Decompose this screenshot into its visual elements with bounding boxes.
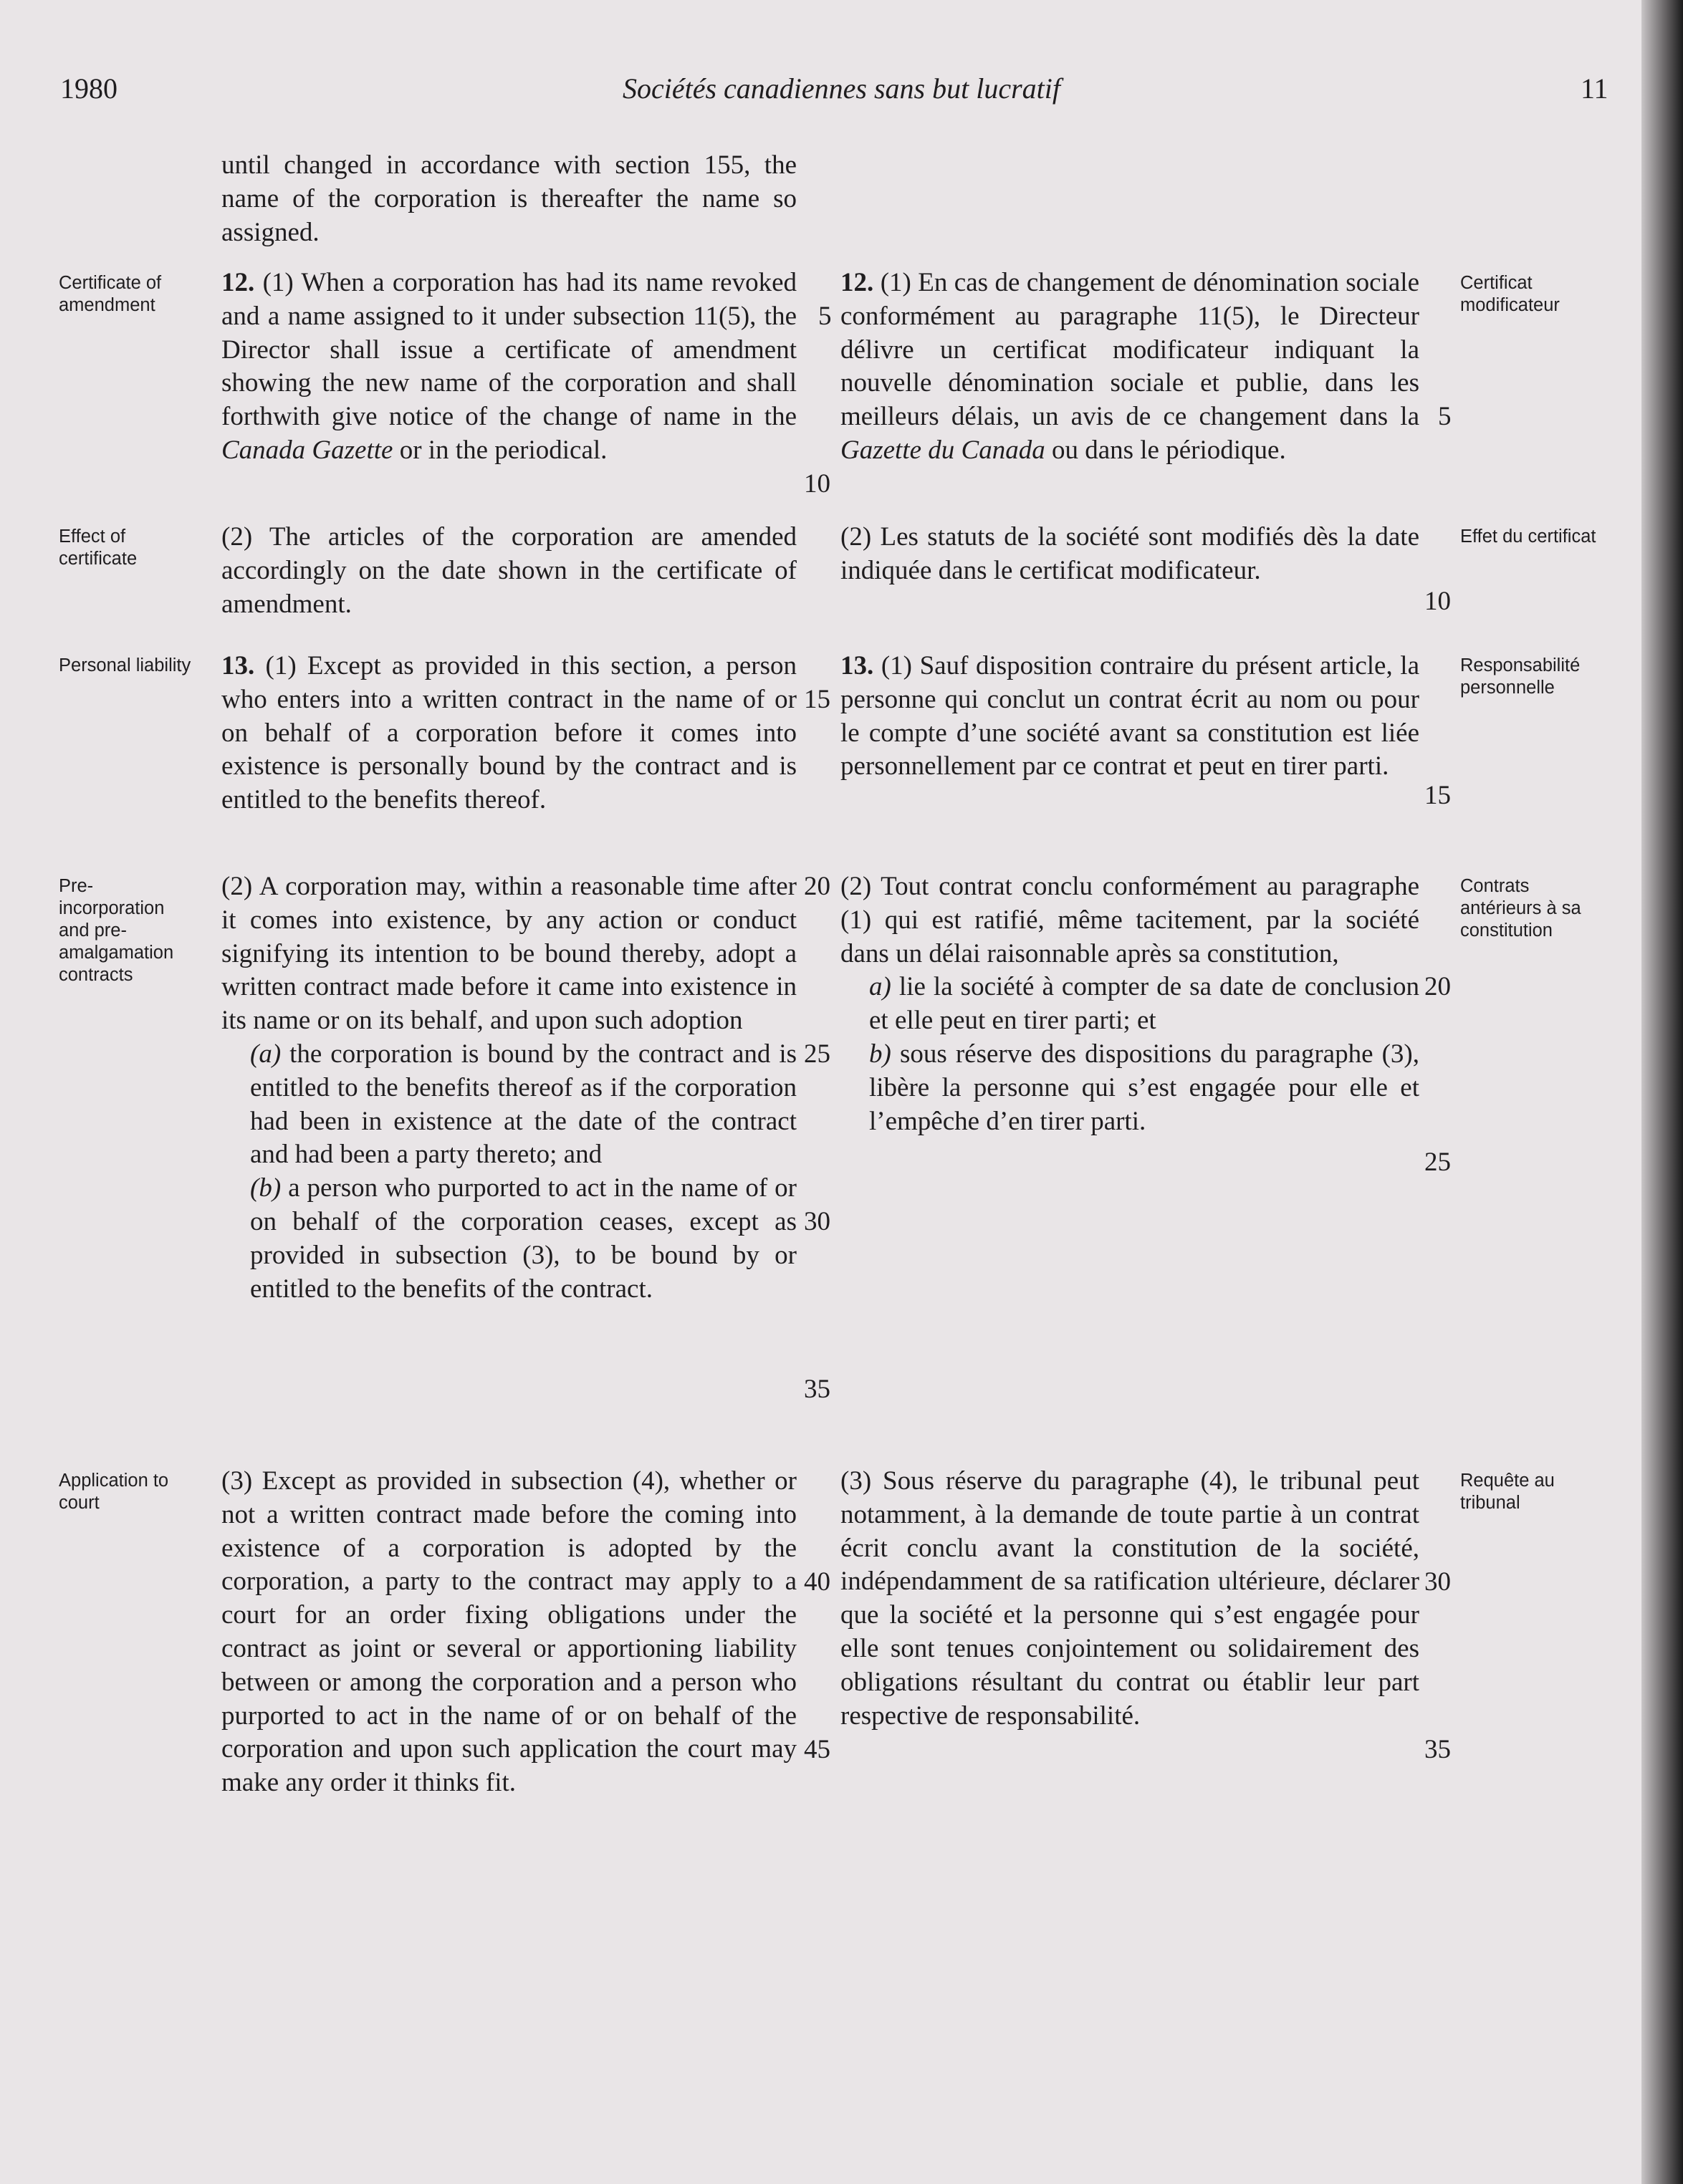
fr-s12-1-text: (1) En cas de changement de dénomination sociale conformément au paragraphe 11(5), le Directeur délivre un certificat modificateur indiquant la nouvelle dénomination sociale et publie, dans les meilleurs délais, un avis de ce changement dans la xyxy=(840,268,1419,432)
en-section-13-2: (2) A corporation may, within a reasonable time after it comes into existence, by any action or conduct signifying its intention to be bound thereby, adopt a written contract made before it came into existence in its name or on its behalf, and upon such adoption xyxy=(221,872,797,1036)
fr-s13-2-b-mark: b) xyxy=(869,1039,891,1069)
en-section-13-2-a xyxy=(221,1038,797,1172)
header-year: 1980 xyxy=(60,72,118,105)
fr-section-13-3: (3) Sous réserve du paragraphe (4), le tribunal peut notamment, à la demande de toute partie à un contrat écrit conclu avant la constitution de la société, indépendamment de sa ratification ultérieure, déclarer que la société et la personne qui s’est engagée pour elle sont tenues conjointement ou solidairement des obligations résultant du contrat ou établir leur part respective de responsabilité. xyxy=(840,1466,1419,1731)
line-number-en-20: 20 xyxy=(804,872,830,901)
fr-s12-1-publication: Gazette du Canada xyxy=(840,435,1045,465)
fr-s13-2-a-mark: a) xyxy=(869,972,891,1002)
line-number-fr-20: 20 xyxy=(1424,972,1451,1001)
fr-s13-number: 13. xyxy=(840,651,874,680)
fr-s13-2-a-text: lie la société à compter de sa date de conclusion et elle peut en tirer parti; et xyxy=(869,972,1420,1036)
margin-note-pre-incorporation-contracts: Pre-incorporation and pre-amalgamation contracts xyxy=(59,876,174,985)
margin-note-certificat-modificateur: Certificat modificateur xyxy=(1460,273,1560,315)
line-number-fr-10: 10 xyxy=(1424,587,1451,616)
fr-section-13-2-a xyxy=(840,971,1419,1038)
fr-section-12-2: (2) Les statuts de la société sont modifiés dès la date indiquée dans le certificat modificateur. xyxy=(840,522,1419,585)
en-section-13-3-block xyxy=(221,1465,797,1800)
en-s13-2-a-text: the corporation is bound by the contract and is entitled to the benefits thereof as if the corporation had been in existence at the date of the contract and had been a party thereto; and xyxy=(250,1039,797,1170)
margin-note-certificate-of-amendment: Certificate of amendment xyxy=(59,273,162,315)
margin-note-contrats-anterieurs: Contrats antérieurs à sa constitution xyxy=(1460,876,1581,941)
page-edge-shadow xyxy=(1641,0,1683,2184)
en-section-13-2-block xyxy=(221,870,797,1306)
line-number-en-15: 15 xyxy=(804,685,830,714)
fr-s12-number: 12. xyxy=(840,268,874,297)
en-s12-1-publication: Canada Gazette xyxy=(221,435,393,465)
en-section-13-2-b xyxy=(221,1172,797,1306)
en-s12-1-end: or in the periodical. xyxy=(399,435,608,465)
margin-note-personal-liability: Personal liability xyxy=(59,655,191,675)
en-s13-2-a-mark: (a) xyxy=(250,1039,282,1069)
margin-note-responsabilite-personnelle: Responsabilité personnelle xyxy=(1460,655,1581,698)
en-s13-1-text: (1) Except as provided in this section, a person who enters into a written contract in the name of or on behalf of a corporation before it comes into existence is personally bound by the contract and is entitled to the benefits thereof. xyxy=(221,651,797,815)
fr-section-13-2-block xyxy=(840,870,1419,1138)
en-section-12-2: (2) The articles of the corporation are amended accordingly on the date shown in the certificate of amendment. xyxy=(221,522,797,619)
line-number-en-30: 30 xyxy=(804,1207,830,1236)
en-section-13-1 xyxy=(221,650,797,817)
en-s13-2-b-text: a person who purported to act in the name of or on behalf of the corporation ceases, except as provided in subsection (3), to be bound by or entitled to the benefits of the contract. xyxy=(250,1173,797,1304)
line-number-fr-30: 30 xyxy=(1424,1567,1451,1597)
line-number-en-25: 25 xyxy=(804,1039,830,1069)
margin-note-application-to-court: Application to court xyxy=(59,1471,169,1513)
fr-section-13-1-block xyxy=(840,650,1419,784)
english-column xyxy=(221,149,797,249)
fr-section-12-1-block xyxy=(840,266,1419,468)
line-number-en-45: 45 xyxy=(804,1735,830,1764)
fr-section-12-1 xyxy=(840,266,1419,468)
margin-note-effet-du-certificat: Effet du certificat xyxy=(1460,526,1596,547)
line-number-fr-25: 25 xyxy=(1424,1148,1451,1177)
line-number-fr-15: 15 xyxy=(1424,781,1451,810)
fr-section-13-2-b xyxy=(840,1038,1419,1138)
en-section-13-3: (3) Except as provided in subsection (4), whether or not a written contract made before the coming into existence of a corporation is adopted by the corporation, a party to the contract may apply to a court for an order fixing obligations under the contract as joint or several or apportioning liability between or among the corporation and a person who purported to act in the name of or on behalf of the corporation and upon such application the court may make any order it thinks fit. xyxy=(221,1466,797,1798)
line-number-en-35: 35 xyxy=(804,1375,830,1404)
line-number-en-5: 5 xyxy=(818,302,832,331)
en-s12-number: 12. xyxy=(221,268,255,297)
en-section-12-1 xyxy=(221,266,797,468)
en-s13-number: 13. xyxy=(221,651,255,680)
fr-section-13-2: (2) Tout contrat conclu conformément au paragraphe (1) qui est ratifié, même tacitement, par la société dans un délai raisonnable après sa constitution, xyxy=(840,872,1419,968)
margin-note-effect-of-certificate: Effect of certificate xyxy=(59,526,138,569)
fr-s13-1-text: (1) Sauf disposition contraire du présent article, la personne qui conclut un contrat écrit au nom ou pour le compte d’une société avant sa constitution est liée personnellement par ce contrat et peut en tirer parti. xyxy=(840,651,1420,781)
fr-section-12-2-block xyxy=(840,521,1419,588)
fr-section-13-1 xyxy=(840,650,1419,784)
margin-note-requete-au-tribunal: Requête au tribunal xyxy=(1460,1471,1555,1513)
line-number-fr-5: 5 xyxy=(1438,402,1452,431)
en-s12-1-text: (1) When a corporation has had its name revoked and a name assigned to it under subsection 11(5), the Director shall issue a certificate of amendment showing the new name of the corporation and shall forthwith give notice of the change of name in the xyxy=(221,268,797,432)
fr-section-13-3-block xyxy=(840,1465,1419,1733)
line-number-fr-35: 35 xyxy=(1424,1735,1451,1764)
fr-s12-1-end: ou dans le périodique. xyxy=(1051,435,1286,465)
en-intro: until changed in accordance with section 155, the name of the corporation is thereafter the name so assigned. xyxy=(221,150,797,247)
page-number: 11 xyxy=(1581,72,1608,105)
line-number-en-10: 10 xyxy=(804,469,830,499)
en-s13-2-b-mark: (b) xyxy=(250,1173,282,1203)
line-number-en-40: 40 xyxy=(804,1567,830,1597)
en-section-13-1-block xyxy=(221,650,797,817)
header-title: Sociétés canadiennes sans but lucratif xyxy=(622,72,1060,105)
en-section-12-1-block xyxy=(221,266,797,468)
fr-s13-2-b-text: sous réserve des dispositions du paragraphe (3), libère la personne qui s’est engagée pour elle et l’empêche d’en tirer parti. xyxy=(869,1039,1420,1136)
en-section-12-2-block xyxy=(221,521,797,621)
